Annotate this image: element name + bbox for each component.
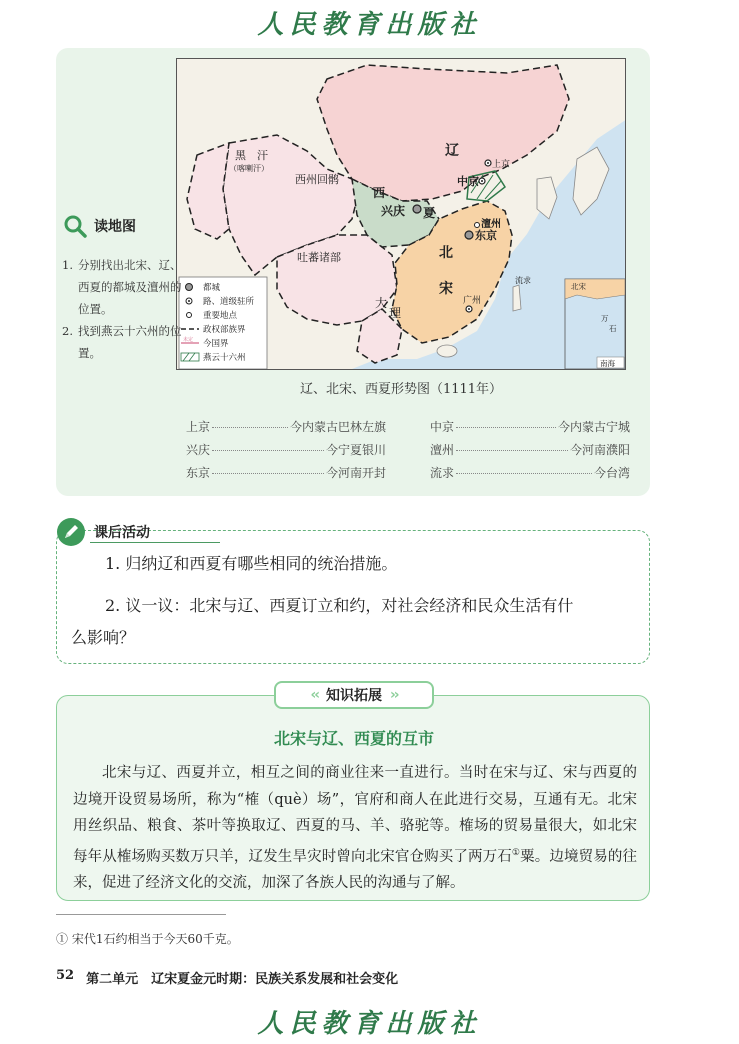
magnifier-icon <box>62 213 88 239</box>
dali-li-label: 理 <box>389 306 402 320</box>
dongjing-label: 东京 <box>475 229 497 242</box>
legend-modern-label: 今国界 <box>203 339 229 349</box>
inset-nanhai-label: 南海 <box>600 359 615 368</box>
legend-regime-label: 政权部族界 <box>203 325 246 335</box>
important-place-symbol <box>187 313 192 318</box>
knowledge-box <box>56 695 650 901</box>
activity-question-2: 2. 议一议：北宋与辽、西夏订立和约，对社会经济和民众生活有什 <box>105 596 574 615</box>
xia-label: 夏 <box>423 206 436 220</box>
knowledge-title: 北宋与辽、西夏的互市 <box>273 729 434 748</box>
chanzhou-label: 澶州 <box>481 219 501 230</box>
capital-symbol <box>186 284 193 291</box>
legend-yanyun-label: 燕云十六州 <box>203 353 246 363</box>
xizhou-huigu-label: 西州回鹘 <box>295 173 339 186</box>
kalahan-label: （喀喇汗） <box>229 164 269 173</box>
page-number: 52 <box>56 968 75 983</box>
map-caption: 辽、北宋、西夏形势图（1111年） <box>299 382 503 397</box>
double-chevron-right-icon: ›› <box>390 687 398 703</box>
legend-place-label: 重要地点 <box>203 311 238 321</box>
map-panel <box>56 48 650 496</box>
read-map-item: 1. 分别找出北宋、辽、西夏的都城及澶州的位置。 <box>62 258 182 316</box>
shangjing-label: 上京 <box>492 160 511 170</box>
footnote: ① 宋代1石约相当于今天60千克。 <box>56 932 239 946</box>
unit-title: 第二单元 辽宋夏金元时期：民族关系发展和社会变化 <box>86 972 399 987</box>
xingqing-symbol <box>413 205 421 213</box>
read-map-list <box>62 254 182 364</box>
activity-question-1: 1. 归纳辽和西夏有哪些相同的统治措施。 <box>105 554 398 573</box>
knowledge-tab <box>274 681 434 709</box>
dali-da-label: 大 <box>375 296 388 310</box>
read-map-item: 2. 找到燕云十六州的位置。 <box>62 324 182 360</box>
legend-circuit-label: 路、道级驻所 <box>203 297 255 307</box>
inset-shitang-label: 石 <box>609 324 617 333</box>
footnote-marker: ① <box>511 847 521 858</box>
inset-wanli-label: 万 <box>601 314 609 323</box>
tubo-label: 吐蕃诸部 <box>297 251 341 264</box>
activity-header <box>56 518 150 546</box>
liao-label: 辽 <box>445 143 459 159</box>
liuqiu-label: 流求 <box>515 276 531 285</box>
hainan-island <box>437 345 457 357</box>
place-row: 流求 今台湾 <box>430 466 630 480</box>
double-chevron-left-icon: ‹‹ <box>310 687 318 703</box>
place-row: 上京 今内蒙古巴林左旗 <box>186 420 386 434</box>
knowledge-text: 北宋与辽、西夏并立，相互之间的商业往来一直进行。当时在宋与辽、宋与西夏的边境开设贸易场所，称为“榷（què）场”，官府和商人在此进行交易，互通有无。北宋用丝织品、粮食、茶叶等换取辽、西夏的马、羊、骆驼等。榷场的贸易量很大，如北宋每年从榷场购买数万只羊，辽发生旱灾时曾向北宋官仓购买了两万石①粟。边境贸易的往来，促进了经济文化的交流，加深了各族人民的沟通与了解。 <box>73 765 637 891</box>
legend-capital-label: 都城 <box>203 283 221 293</box>
knowledge-tab-label: 知识拓展 <box>326 688 382 704</box>
page-footer <box>56 968 398 987</box>
activity-question-2-continued: 么影响？ <box>71 628 136 647</box>
activity-box <box>56 530 650 664</box>
zhongjing-label: 中京 <box>457 175 479 188</box>
guangzhou-label: 广州 <box>463 296 482 306</box>
heihan-label: 黑 汗 <box>235 149 268 162</box>
place-row: 中京 今内蒙古宁城 <box>430 420 630 434</box>
publisher-logo-bottom: 人民教育出版社 <box>257 1009 482 1039</box>
legend-undetermined-tag: 未定 <box>183 337 194 343</box>
xi-label: 西 <box>373 186 386 200</box>
publisher-logo-top: 人民教育出版社 <box>257 10 482 40</box>
dongjing-symbol <box>465 231 473 239</box>
place-row: 澶州 今河南濮阳 <box>430 443 630 457</box>
place-row: 东京 今河南开封 <box>186 466 386 480</box>
xingqing-label: 兴庆 <box>381 204 406 218</box>
read-map-title: 读地图 <box>94 219 136 235</box>
song-label: 宋 <box>439 281 453 297</box>
bei-label: 北 <box>439 245 453 261</box>
pencil-icon <box>56 517 86 547</box>
chanzhou-symbol <box>475 223 480 228</box>
place-row: 兴庆 今宁夏银川 <box>186 443 386 457</box>
footnote-divider <box>56 914 226 915</box>
inset-north-song-label: 北宋 <box>571 282 586 291</box>
activity-title: 课后活动 <box>94 525 150 541</box>
place-name-table <box>186 418 630 482</box>
historical-map <box>176 58 626 370</box>
map-svg <box>177 59 626 370</box>
read-map-section <box>62 212 182 364</box>
